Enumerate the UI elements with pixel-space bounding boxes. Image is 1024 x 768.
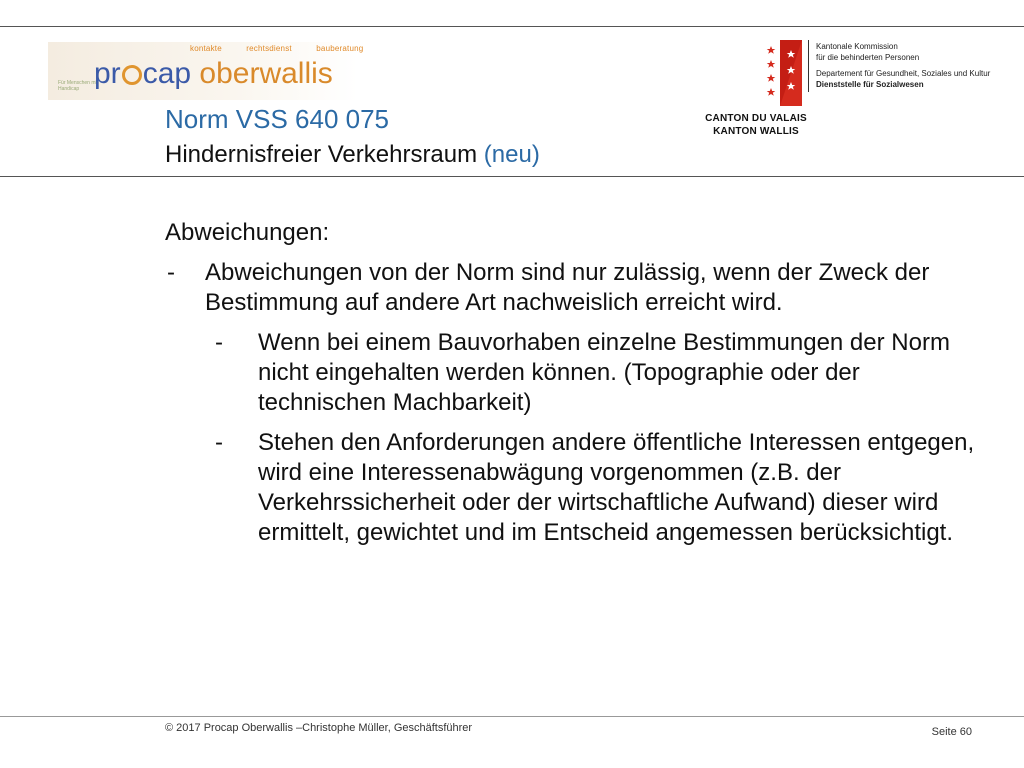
top-divider [0, 26, 1024, 27]
procap-wordmark [94, 54, 333, 94]
canton-department: Departement für Gesundheit, Soziales und Kultur [816, 69, 991, 78]
canton-logo [690, 36, 990, 146]
procap-wordmark-oberwallis: oberwallis [199, 57, 333, 90]
canton-text [816, 42, 996, 90]
procap-wordmark-pr: pr [94, 57, 121, 90]
canton-commission-line-2: für die behinderten Personen [816, 52, 920, 62]
subtitle-text: Hindernisfreier Verkehrsraum [165, 141, 478, 168]
bullet-text: Abweichungen von der Norm sind nur zulässig, wenn der Zweck der Bestimmung auf andere Art nachweislich erreicht wird. [205, 259, 930, 316]
procap-wordmark-cap: cap [142, 57, 192, 90]
sub-bullet-text: Wenn bei einem Bauvorhaben einzelne Bestimmungen der Norm nicht eingehalten werden können. (Topographie oder der technischen Machbarkeit) [258, 329, 950, 416]
sub-bullet-item [165, 428, 975, 548]
sub-bullet-text: Stehen den Anforderungen andere öffentliche Interessen entgegen, wird eine Interessenabwägung vorgenommen (z.B. der Verkehrssicherheit oder der wirtschaftliche Aufwand) dieser wird ermittelt, gewichtet und im Entscheid angemessen berücksichtigt. [258, 429, 975, 546]
header-divider [0, 176, 1024, 177]
canton-names [696, 112, 816, 138]
canton-shield-icon [766, 40, 802, 106]
canton-divider [808, 40, 809, 92]
canton-service: Dienststelle für Sozialwesen [816, 79, 924, 89]
procap-nav-kontakte: kontakte [190, 44, 222, 53]
slide-title: Norm VSS 640 075 [165, 104, 390, 134]
procap-ring-icon [122, 65, 142, 85]
canton-name-de: KANTON WALLIS [713, 126, 799, 137]
slide-subtitle [165, 140, 540, 170]
sub-bullet-dash: - [215, 429, 223, 456]
canton-commission-line-1: Kantonale Kommission [816, 42, 898, 51]
procap-nav-rechtsdienst: rechtsdienst [246, 44, 292, 53]
sub-bullet-item [165, 328, 975, 418]
body-heading: Abweichungen: [165, 219, 330, 246]
bullet-dash: - [167, 259, 175, 286]
subtitle-suffix: (neu) [483, 141, 540, 168]
footer-copyright: © 2017 Procap Oberwallis –Christophe Müller, Geschäftsführer [165, 722, 473, 734]
bullet-item [165, 258, 975, 318]
procap-nav [190, 44, 385, 53]
procap-tagline: Für Menschen mit Handicap [58, 80, 99, 92]
footer-divider [0, 716, 1024, 717]
page-number: Seite 60 [931, 726, 972, 738]
canton-name-fr: CANTON DU VALAIS [705, 113, 807, 124]
slide-body [165, 218, 975, 558]
sub-bullet-dash: - [215, 329, 223, 356]
procap-nav-bauberatung: bauberatung [316, 44, 364, 53]
